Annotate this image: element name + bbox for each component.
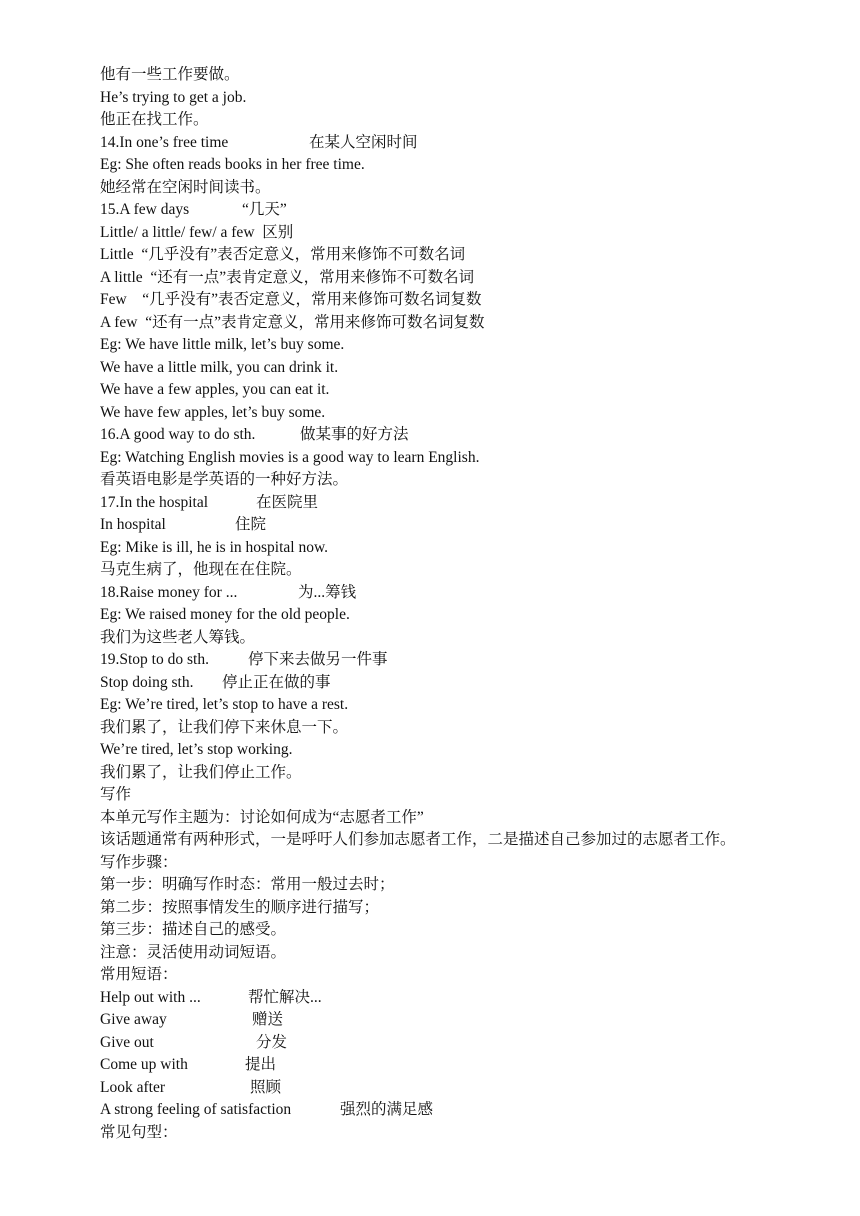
line-text: 写作 <box>100 786 132 803</box>
text-line <box>100 537 840 560</box>
line-text: Eg: Watching English movies is a good way to learn English. <box>100 448 480 466</box>
translation-text: 赠送 <box>252 1011 284 1028</box>
text-line <box>100 694 840 717</box>
text-line <box>100 1032 840 1055</box>
text-line <box>100 492 840 515</box>
text-line <box>100 109 840 132</box>
text-line <box>100 1009 840 1032</box>
text-line <box>100 289 840 312</box>
phrase-text: 18.Raise money for ... <box>100 583 238 601</box>
line-text: Little “几乎没有”表否定意义，常用来修饰不可数名词 <box>100 246 466 263</box>
text-line <box>100 154 840 177</box>
line-text: Eg: We’re tired, let’s stop to have a rest. <box>100 696 349 713</box>
text-line <box>100 1122 840 1145</box>
text-line <box>100 469 840 492</box>
line-text: A few “还有一点”表肯定意义，常用来修饰可数名词复数 <box>100 313 485 331</box>
section-heading <box>100 784 840 807</box>
phrase-text: 17.In the hospital <box>100 493 209 511</box>
line-text: 看英语电影是学英语的一种好方法。 <box>100 471 349 488</box>
line-text: Few “几乎没有”表否定意义，常用来修饰可数名词复数 <box>100 291 482 308</box>
text-line <box>100 267 840 290</box>
line-text: 第二步：按照事情发生的顺序进行描写； <box>100 898 380 916</box>
line-text: Eg: Mike is ill, he is in hospital now. <box>100 538 329 556</box>
line-text: 注意：灵活使用动词短语。 <box>100 943 287 961</box>
text-line <box>100 64 840 87</box>
text-line <box>100 672 840 695</box>
line-text: Eg: We raised money for the old people. <box>100 606 350 623</box>
line-text: We have a little milk, you can drink it. <box>100 358 339 376</box>
line-text: 我们累了，让我们停下来休息一下。 <box>100 718 349 736</box>
translation-text: 为...筹钱 <box>298 583 357 601</box>
translation-text: 分发 <box>256 1033 288 1051</box>
phrase-text: Give away <box>100 1011 167 1028</box>
text-line <box>100 244 840 267</box>
text-line <box>100 447 840 470</box>
phrase-text: Give out <box>100 1033 154 1051</box>
translation-text: 提出 <box>245 1056 277 1073</box>
text-line <box>100 514 840 537</box>
phrase-text: 19.Stop to do sth. <box>100 651 209 668</box>
line-text: 他有一些工作要做。 <box>100 66 240 83</box>
text-line <box>100 874 840 897</box>
text-line <box>100 897 840 920</box>
phrase-text: In hospital <box>100 516 166 533</box>
line-text: 我们为这些老人筹钱。 <box>100 628 256 646</box>
text-line <box>100 739 840 762</box>
text-line <box>100 334 840 357</box>
line-text: We have a few apples, you can eat it. <box>100 381 330 398</box>
phrase-text: A strong feeling of satisfaction <box>100 1101 292 1118</box>
line-text: 写作步骤： <box>100 853 178 871</box>
text-line <box>100 919 840 942</box>
text-line <box>100 964 840 987</box>
text-line <box>100 852 840 875</box>
text-line <box>100 762 840 785</box>
translation-text: 在某人空闲时间 <box>309 133 418 151</box>
translation-text: 停下来去做另一件事 <box>248 651 388 668</box>
text-line <box>100 222 840 245</box>
translation-text: 做某事的好方法 <box>300 426 409 443</box>
text-line <box>100 604 840 627</box>
line-text: He’s trying to get a job. <box>100 88 247 106</box>
translation-text: 照顾 <box>250 1078 282 1096</box>
text-line <box>100 357 840 380</box>
text-line <box>100 717 840 740</box>
line-text: 常见句型： <box>100 1123 178 1141</box>
document-page <box>100 64 840 1144</box>
text-line <box>100 627 840 650</box>
line-text: We have few apples, let’s buy some. <box>100 403 326 421</box>
line-text: 第一步：明确写作时态：常用一般过去时； <box>100 876 395 893</box>
phrase-text: Come up with <box>100 1056 188 1073</box>
text-line <box>100 379 840 402</box>
phrase-text: Stop doing sth. <box>100 673 194 691</box>
text-line <box>100 559 840 582</box>
line-text: 本单元写作主题为：讨论如何成为“志愿者工作” <box>100 808 424 826</box>
text-line <box>100 1099 840 1122</box>
line-text: 该话题通常有两种形式，一是呼吁人们参加志愿者工作，二是描述自己参加过的志愿者工作。 <box>100 831 736 848</box>
phrase-text: Look after <box>100 1078 165 1096</box>
translation-text: 强烈的满足感 <box>340 1101 434 1118</box>
line-text: We’re tired, let’s stop working. <box>100 741 293 758</box>
line-text: Eg: She often reads books in her free time. <box>100 156 365 173</box>
line-text: 第三步：描述自己的感受。 <box>100 921 287 938</box>
text-line <box>100 199 840 222</box>
line-text: Eg: We have little milk, let’s buy some. <box>100 336 345 353</box>
phrase-text: 14.In one’s free time <box>100 133 229 151</box>
line-text: 他正在找工作。 <box>100 111 209 128</box>
phrase-text: 16.A good way to do sth. <box>100 426 256 443</box>
line-text: 我们累了，让我们停止工作。 <box>100 763 302 781</box>
text-line <box>100 942 840 965</box>
phrase-text: Help out with ... <box>100 988 201 1006</box>
text-line <box>100 402 840 425</box>
text-line <box>100 132 840 155</box>
text-line <box>100 312 840 335</box>
line-text: 常用短语： <box>100 966 178 983</box>
text-line <box>100 807 840 830</box>
text-line <box>100 1077 840 1100</box>
text-line <box>100 424 840 447</box>
line-text: Little/ a little/ few/ a few 区别 <box>100 223 294 241</box>
translation-text: 停止正在做的事 <box>222 673 331 691</box>
text-line <box>100 1054 840 1077</box>
text-line <box>100 829 840 852</box>
phrase-text: 15.A few days <box>100 201 190 218</box>
line-text: A little “还有一点”表肯定意义，常用来修饰不可数名词 <box>100 268 475 286</box>
text-line <box>100 649 840 672</box>
text-line <box>100 177 840 200</box>
line-text: 她经常在空闲时间读书。 <box>100 178 271 196</box>
text-line <box>100 987 840 1010</box>
line-text: 马克生病了，他现在在住院。 <box>100 561 302 578</box>
text-line <box>100 87 840 110</box>
translation-text: 住院 <box>235 516 267 533</box>
text-line <box>100 582 840 605</box>
translation-text: 在医院里 <box>256 493 319 511</box>
translation-text: 帮忙解决... <box>248 988 322 1006</box>
translation-text: “几天” <box>242 201 287 218</box>
